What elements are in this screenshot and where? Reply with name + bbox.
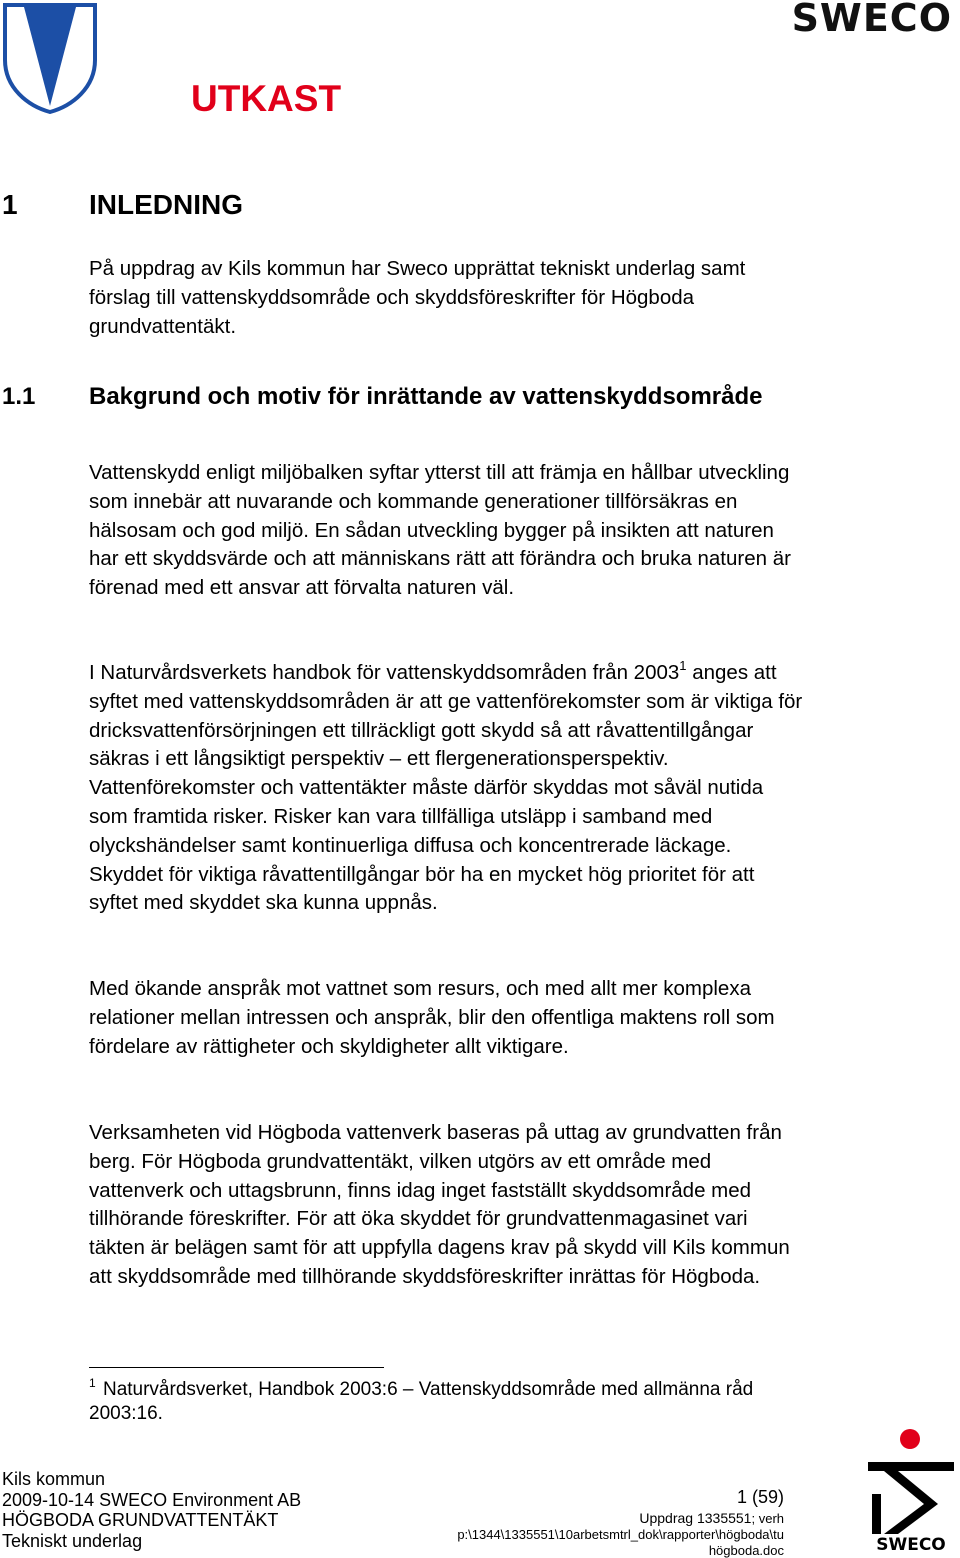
footer-project: HÖGBODA GRUNDVATTENTÄKT (2, 1510, 279, 1530)
footer-doc-type: Tekniskt underlag (2, 1530, 143, 1551)
footnote-separator (89, 1367, 384, 1368)
assignment-number: Uppdrag 1335551 (639, 1510, 752, 1526)
section-heading-1-1 (0, 382, 820, 444)
page-number: 1 (59) (736, 1487, 784, 1507)
emblem-top-bar (868, 1462, 954, 1471)
footer-client: Kils kommun (2, 1469, 106, 1489)
body-paragraph-4: Verksamheten vid Högboda vattenverk baseras på uttag av grundvatten från berg. För Högboda grundvattentäkt, vilken utgörs av ett område med vattenverk och uttagsbrunn, finns idag inget fastställt skyddsområde med tillhörande föreskrifter. För att öka skyddet för grundvattenmagasinet vari täkten är belägen samt för att uppfylla dagens krav på skydd vill Kils kommun att skyddsområde med tillhörande skyddsföreskrifter inrättas för Högboda. (89, 1121, 790, 1288)
body-paragraph-1: Vattenskydd enligt miljöbalken syftar ytterst till att främja en hållbar utveckling som innebär att nuvarande och kommande generationer tillförsäkras en hälsosam och god miljö. En sådan utveckling bygger på insikten att naturen har ett skyddsvärde och att människans rätt att förändra och bruka naturen är förenad med ett ansvar att förvalta naturen väl. (89, 461, 791, 600)
heading-number: 1.1 (2, 383, 36, 410)
emblem-red-dot (900, 1429, 920, 1449)
footer-date-company: 2009-10-14 SWECO Environment AB (2, 1489, 302, 1510)
body-paragraph-3: Med ökande anspråk mot vattnet som resurs, och med allt mer komplexa relationer mellan intressen och anspråk, blir den offentliga maktens roll som fördelare av rättigheter och skyldigheter allt viktigare. (89, 977, 775, 1058)
kils-kommun-logo (2, 2, 98, 114)
heading-number: 1 (2, 189, 18, 220)
emblem-side-bar (872, 1494, 881, 1534)
footnote (89, 1378, 809, 1426)
footer-right (457, 1486, 784, 1558)
paragraph-text: anges att syftet med vattenskyddsområden är att ge vattenförekomster som är viktiga för dricksvattenförsörjningen ett tillräckligt gott skydd så att råvattentillgångar säkras i ett långsiktigt perspektiv – ett flergenerationsperspektiv. Vattenförekomster och vattentäkter måste därför skyddas mot såväl nutida som framtida risker. Risker kan vara tillfälliga utsläpp i samband med olyckshändelser samt kontinuerliga diffusa och koncentrerade läckage. Skyddet för viktiga råvattentillgångar bör ha en mycket hög prioritet för att syftet med skyddet ska kunna uppnås. (89, 661, 803, 915)
emblem-lower-diagonal (884, 1504, 938, 1534)
footer-left (2, 1469, 301, 1551)
assignment-suffix: ; verh (751, 1511, 784, 1526)
section-heading-1 (0, 188, 800, 224)
footnote-reference[interactable]: 1 (679, 658, 687, 673)
footnote-text: Naturvårdsverket, Handbok 2003:6 – Vattenskyddsområde med allmänna råd 2003:16. (89, 1379, 754, 1424)
heading-title: Bakgrund och motiv för inrättande av vattenskyddsområde (89, 383, 763, 410)
footnote-number: 1 (89, 1376, 96, 1390)
sweco-emblem-logo (866, 1426, 956, 1554)
intro-paragraph: På uppdrag av Kils kommun har Sweco upprättat tekniskt underlag samt förslag till vattenskyddsområde och skyddsföreskrifter för Högboda grundvattentäkt. (89, 257, 746, 338)
body-paragraph-2 (89, 659, 805, 918)
emblem-upper-diagonal (884, 1471, 938, 1504)
sweco-wordmark: SWECO (791, 0, 952, 40)
file-path-line-1: p:\1344\1335551\10arbetsmtrl_dok\rapporter\högboda\tu (457, 1527, 784, 1542)
heading-title: INLEDNING (89, 189, 243, 220)
paragraph-text: I Naturvårdsverkets handbok för vattenskyddsområden från 2003 (89, 661, 680, 684)
draft-stamp: UTKAST (191, 78, 342, 119)
file-path-line-2: högboda.doc (708, 1542, 784, 1558)
emblem-wordmark: SWECO (876, 1535, 946, 1554)
assignment-line (457, 1510, 784, 1527)
